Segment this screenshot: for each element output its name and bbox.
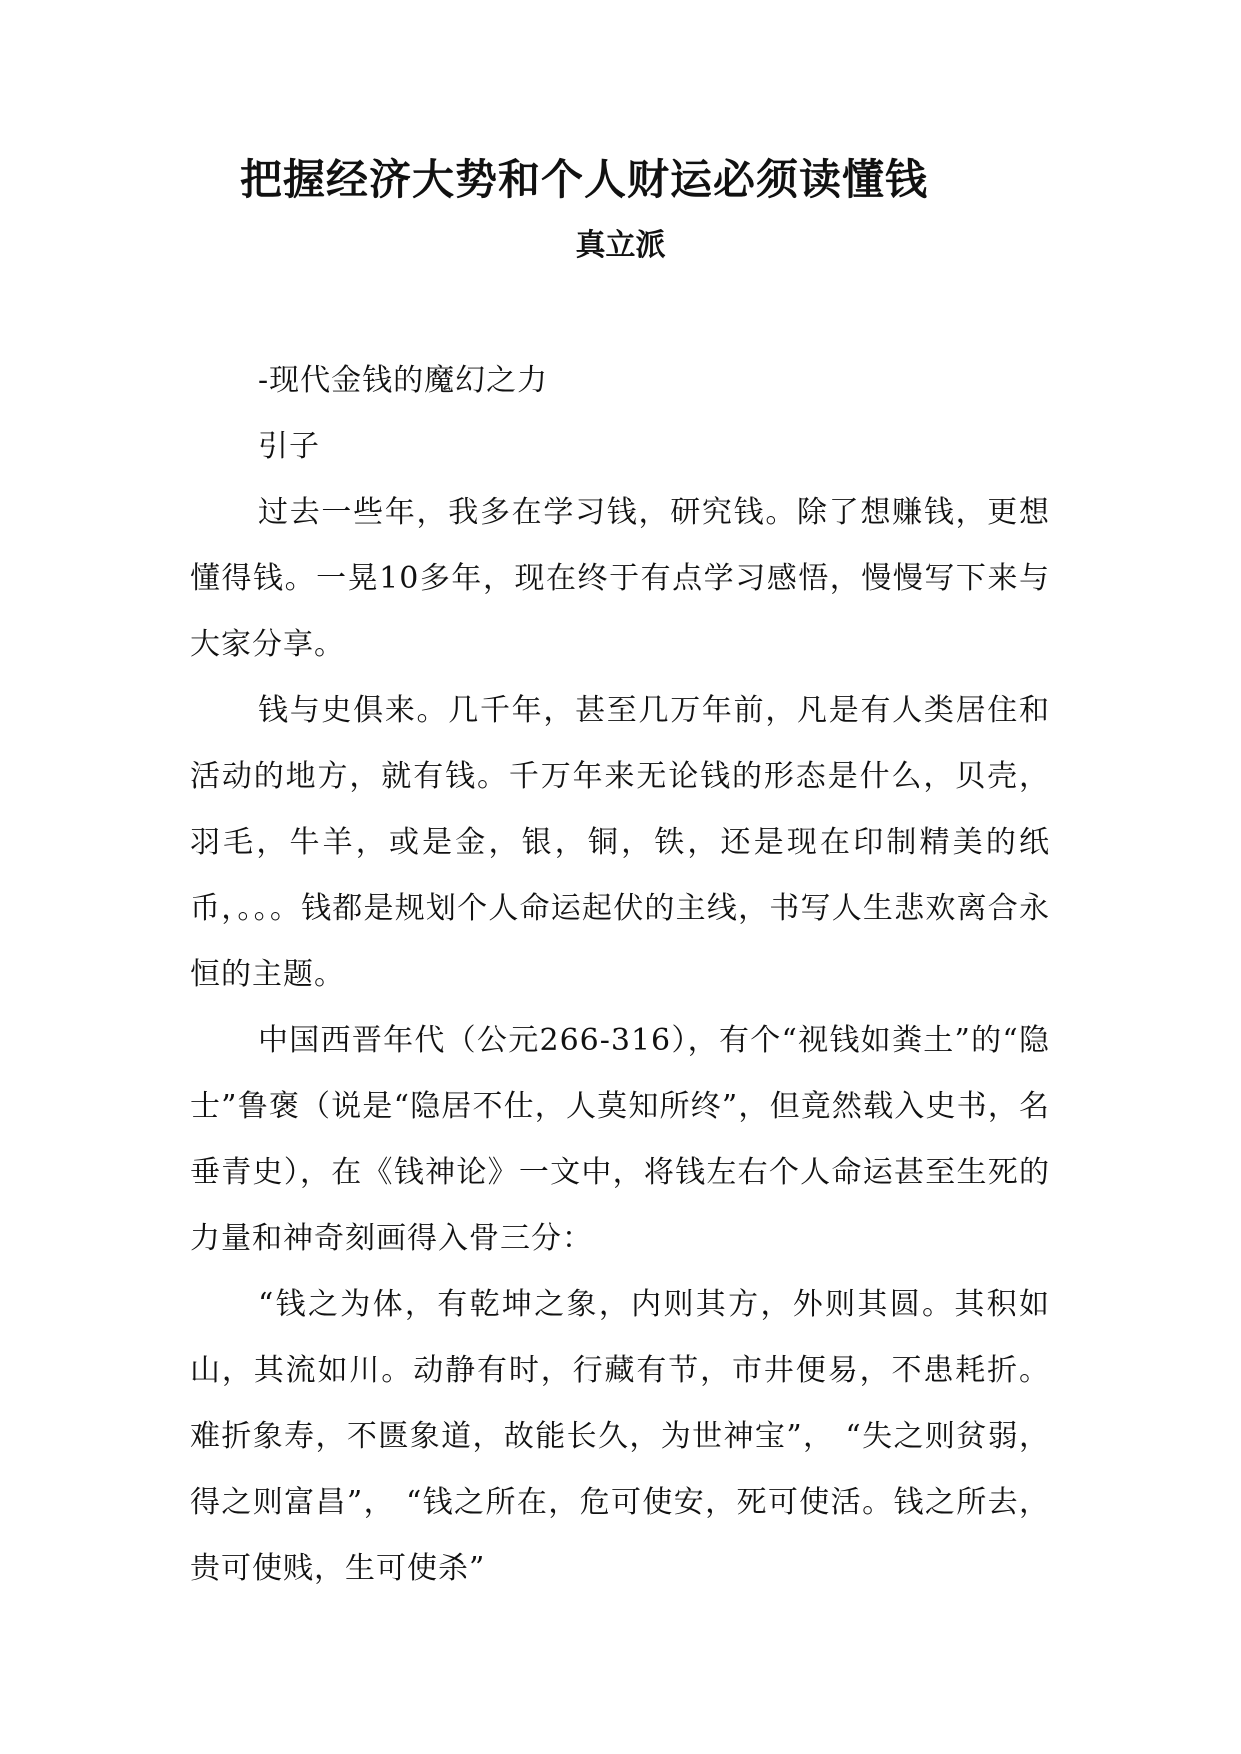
body-paragraph: 过去一些年，我多在学习钱，研究钱。除了想赚钱，更想懂得钱。一晃10多年，现在终于有点学习感悟，慢慢写下来与大家分享。 bbox=[190, 495, 1050, 662]
document-title: 把握经济大势和个人财运必须读懂钱 bbox=[240, 155, 929, 204]
section-heading-paragraph: 引子 bbox=[258, 429, 320, 464]
document-author: 真立派 bbox=[575, 228, 666, 263]
subtitle-paragraph: -现代金钱的魔幻之力 bbox=[258, 363, 549, 398]
body-paragraph: 钱与史俱来。几千年，甚至几万年前，凡是有人类居住和活动的地方，就有钱。千万年来无论钱的形态是什么，贝壳，羽毛，牛羊，或是金，银，铜，铁，还是现在印制精美的纸币，。。。钱都是规划个人命运起伏的主线，书写人生悲欢离合永恒的主题。 bbox=[190, 693, 1050, 992]
document-body bbox=[190, 348, 1050, 1602]
quote-paragraph: “钱之为体，有乾坤之象，内则其方，外则其圆。其积如山，其流如川。动静有时，行藏有节，市井便易，不患耗折。难折象寿，不匮象道，故能长久，为世神宝”， “失之则贫弱，得之则富昌”， “钱之所在，危可使安，死可使活。钱之所去，贵可使贱，生可使杀” bbox=[190, 1287, 1050, 1586]
body-paragraph: 中国西晋年代（公元266-316），有个“视钱如粪土”的“隐士”鲁褒（说是“隐居不仕，人莫知所终”，但竟然载入史书，名垂青史），在《钱神论》一文中，将钱左右个人命运甚至生死的力量和神奇刻画得入骨三分： bbox=[190, 1023, 1050, 1256]
